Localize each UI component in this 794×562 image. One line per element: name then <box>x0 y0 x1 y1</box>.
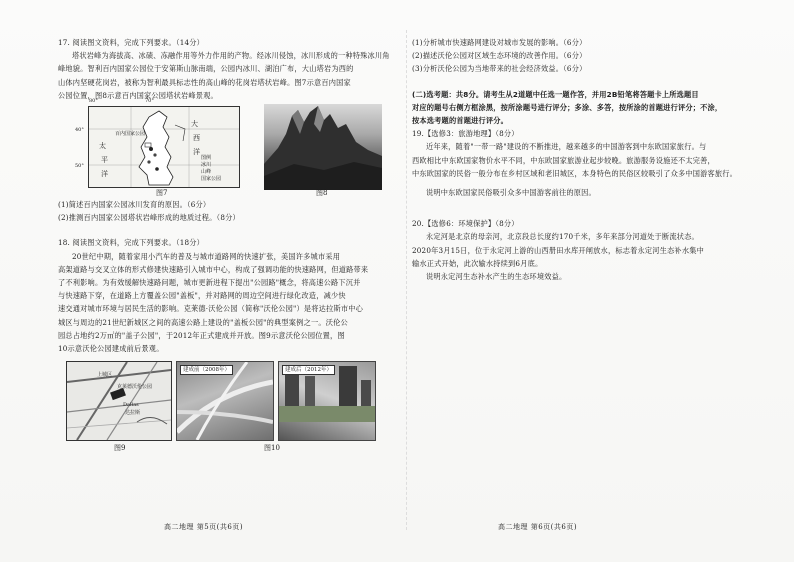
figure-8-photo <box>264 104 382 190</box>
after-tag: 建成后（2012年） <box>282 365 335 375</box>
q18-para-line8: 10示意沃伦公园建成前后景观。 <box>58 344 164 354</box>
ocean-pacific-1: 太 <box>99 142 106 151</box>
mountain-peaks-image <box>264 104 382 190</box>
figure-10-before-photo <box>176 361 274 441</box>
page-5-footer: 高二地理 第5页(共6页) <box>164 523 244 531</box>
q19-para-line1: 近年来，随着"一带一路"建设的不断推进，越来越多的中国游客到中东欧国家旅行。与 <box>426 142 707 152</box>
park-label: 百内国家公园 <box>115 131 146 138</box>
q17-subquestion-2: (2)推测百内国家公园塔状岩峰形成的地质过程。（8分） <box>58 213 240 223</box>
q20-para-line1: 永定河是北京的母亲河，北京段总长度约170千米，多年来部分河道处于断流状态。 <box>426 232 699 242</box>
q18-para-line6: 城区与周边的21世纪新城区之间的高速公路上建设的"盖板公园"的典型案例之一。沃伦公 <box>58 317 348 327</box>
elective-instructions-line3: 按本选考题的首题进行评分。 <box>412 116 509 126</box>
q18-para-line5: 速交通对城市环境与居民生活的影响。克莱德·沃伦公园（简称"沃伦公园"）是将达拉斯市中心 <box>58 304 364 314</box>
fig7-legend <box>201 155 221 183</box>
q18-para-line7: 园总占地约2万㎡的"盖子公园"，于2012年正式建成并开放。图9示意沃伦公园位置，图 <box>58 330 345 340</box>
figure-7-8-row <box>58 98 406 198</box>
map9-label-dallas-cn: 达拉斯 <box>125 410 141 417</box>
elective-instructions-line1: (二)选考题：共8分。请考生从2道题中任选一题作答，并用2B铅笔将答题卡上所选题目 <box>412 89 699 99</box>
q19-heading: 19.【选修3：旅游地理】（8分） <box>412 129 519 139</box>
figure-7-map <box>75 98 240 188</box>
figure-9-map <box>66 361 172 441</box>
page-divider <box>406 30 407 530</box>
lat-label-50: 50° <box>75 163 84 170</box>
ocean-pacific-2: 平 <box>101 156 108 165</box>
legend-peak: 山峰 <box>201 169 212 176</box>
q17-heading: 17. 阅读图文资料，完成下列要求。（14分） <box>58 38 205 47</box>
q17-subquestion-1: (1)简述百内国家公园冰川发育的原因。（6分） <box>58 200 211 210</box>
q19-para-line2: 西欧相比中东欧国家物价水平不同，中东欧国家旅游业起步较晚。旅游服务设施还不太完善， <box>412 155 715 165</box>
q18-para-line1: 20世纪中期，随着家用小汽车的普及与城市道路网的快速扩张，美国许多城市采用 <box>72 251 341 261</box>
figure-9-10-row <box>58 361 406 453</box>
before-tag: 建成前（2008年） <box>180 365 233 375</box>
q17-para-line4: 公园位置，图8示意百内国家公园塔状岩峰景观。 <box>58 90 218 100</box>
figure-8-caption: 图8 <box>316 189 328 198</box>
legend-park: 国家公园 <box>201 176 222 183</box>
figure-9-caption: 图9 <box>114 444 126 453</box>
q19-para-line3: 中东欧国家的民俗一般分布在乡村区域和老旧城区，本身特色的民俗区较吸引了众多中国游客旅行。 <box>412 168 738 178</box>
ocean-atlantic-1: 大 <box>191 120 198 129</box>
q17-para-line2: 峰地貌。智利百内国家公园位于安第斯山脉南端，公园内冰川、湖泊广布，大山塔岩为西的 <box>58 64 354 74</box>
map9-label-dallas: Dallas <box>123 402 139 409</box>
q17-para-line1: 塔状岩峰为海拔高、冰碛、冻融作用等外力作用的产物。经冰川侵蚀，冰川形成的一种特殊冰川角 <box>72 51 390 61</box>
ocean-atlantic-3: 洋 <box>193 148 200 157</box>
q18-para-line3: 了不利影响。为有效缓解快速路问题，城市更新进程下提出"公园路"概念，将高速公路下沉并 <box>58 278 361 288</box>
ocean-atlantic-2: 西 <box>193 134 200 143</box>
q20-para-line3: 输水正式开始，此次输水持续到6月底。 <box>412 258 543 268</box>
legend-glacier: 冰川 <box>201 162 212 169</box>
figure-10-after-photo <box>278 361 376 441</box>
q17-para-line3: 山体内坚硬花岗岩，被称为智利最具标志性的高山峰的花岗岩塔状岩峰。图7示意百内国家 <box>58 77 351 87</box>
figure-10-caption: 图10 <box>264 444 280 453</box>
lon-label-80: 80° <box>89 98 98 105</box>
ocean-pacific-3: 洋 <box>101 170 108 179</box>
page-6-footer: 高二地理 第6页(共6页) <box>498 523 578 531</box>
q20-ask: 说明永定河生态补水产生的生态环境效益。 <box>426 272 567 282</box>
map9-label-uptown: 上城区 <box>97 372 113 379</box>
q18-subquestion-3: (3)分析沃伦公园为当地带来的社会经济效益。（6分） <box>412 64 587 74</box>
page-6 <box>412 36 752 283</box>
q18-subquestion-2: (2)描述沃伦公园对区域生态环境的改善作用。（6分） <box>412 51 587 61</box>
q19-ask: 说明中东欧国家民俗吸引众多中国游客前往的原因。 <box>426 188 596 198</box>
dallas-street-map <box>67 362 171 440</box>
q18-subquestion-1: (1)分析城市快速路网建设对城市发展的影响。（6分） <box>412 38 587 47</box>
q20-heading: 20.【选修6：环境保护】（8分） <box>412 219 519 229</box>
q18-para-line4: 与快速路下穿，在道路上方覆盖公园"盖板"，并对路网的周边空间进行绿化改造，减少快 <box>58 291 346 301</box>
map9-label-park: 克莱德沃伦公园 <box>117 384 153 391</box>
elective-instructions-line2: 对应的题号右侧方框涂黑，按所涂题号进行评分；多涂、多答，按所涂的首题进行评分；不涂， <box>412 102 723 112</box>
lat-label-40: 40° <box>75 127 84 134</box>
legend-title: 图例 <box>201 155 212 162</box>
q18-heading: 18. 阅读图文资料，完成下列要求。（18分） <box>58 238 205 248</box>
page-5 <box>58 36 406 453</box>
figure-7-caption: 图7 <box>156 189 168 198</box>
lon-label-70: 70° <box>145 98 154 105</box>
q18-para-line2: 高架道路与交叉立体的形式修建快速路引入城市中心，构成了强调功能的快速路网，但道路带来 <box>58 264 369 274</box>
q20-para-line2: 2020年3月15日，位于永定河上游的山西册田水库开闸放水，标志着永定河生态补水集中 <box>412 245 704 255</box>
